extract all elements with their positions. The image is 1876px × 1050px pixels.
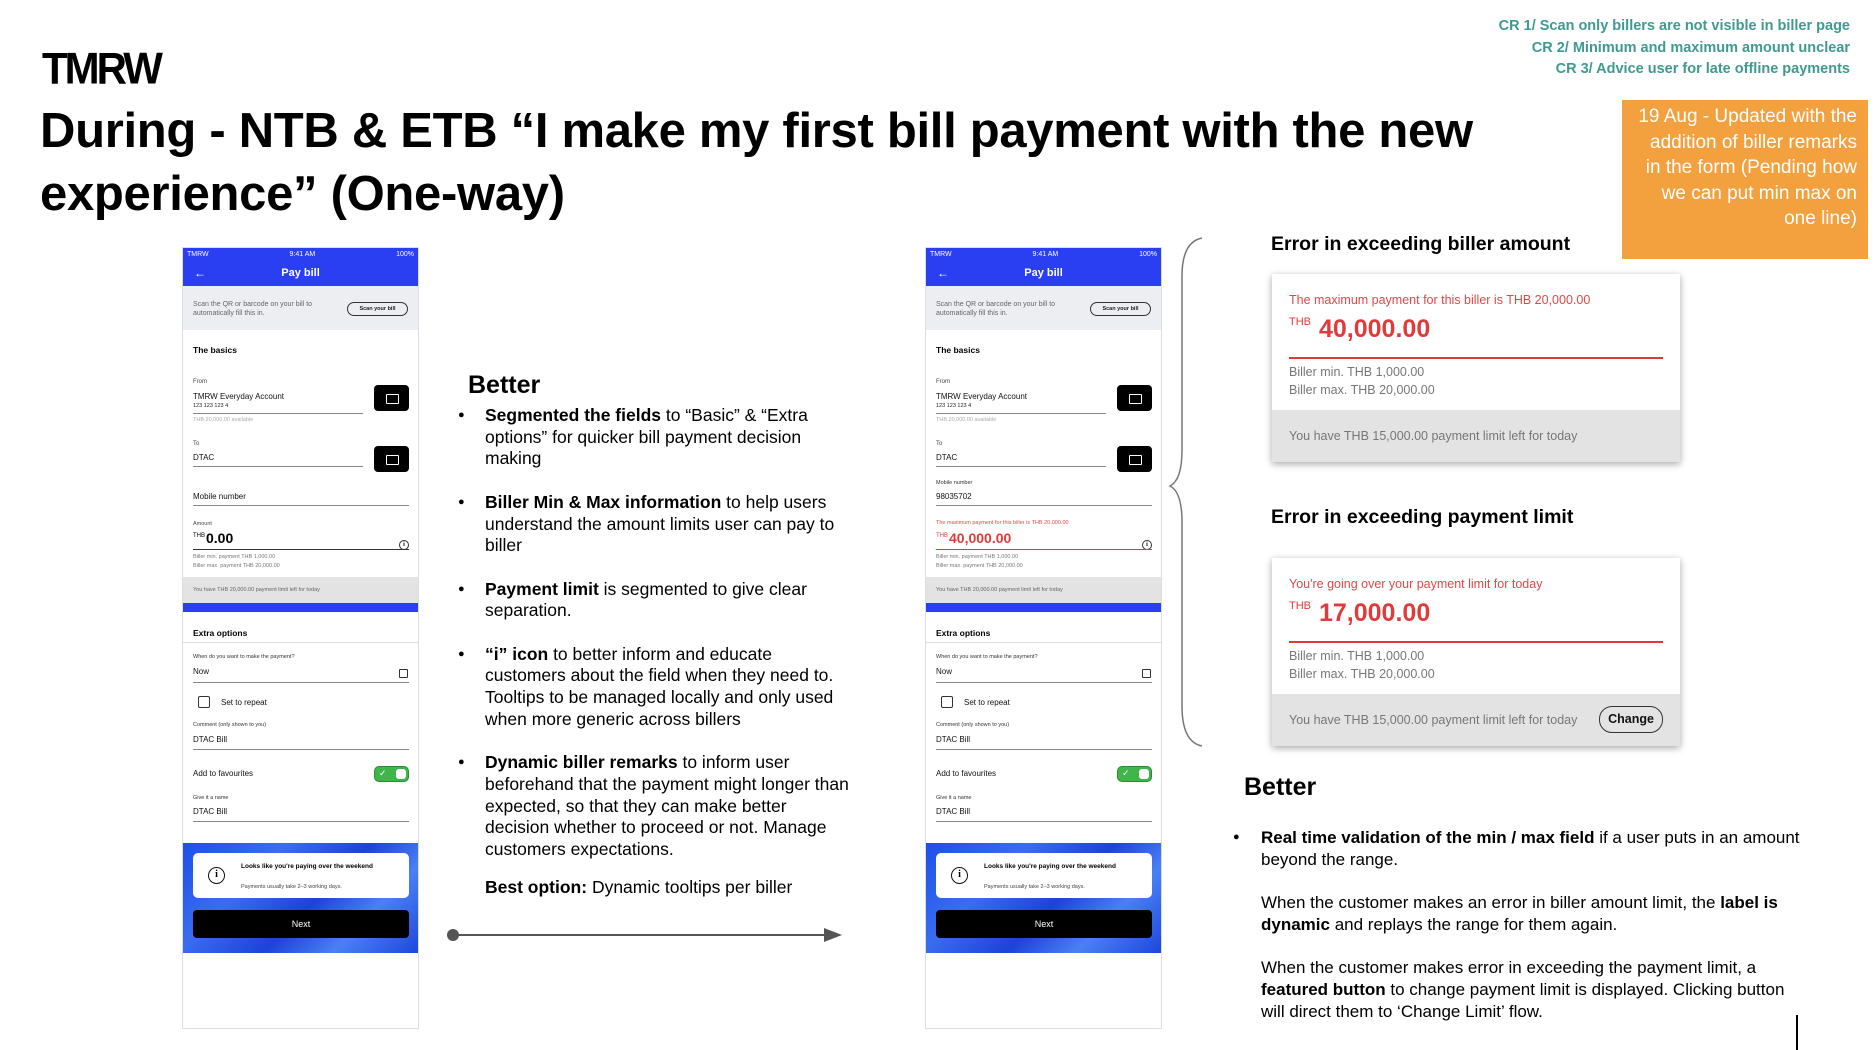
header-title: Pay bill — [1024, 267, 1063, 279]
calendar-icon[interactable] — [1142, 669, 1151, 678]
mobile-number-field[interactable]: Mobile number — [193, 492, 246, 501]
bullet-text: is segmented to give clear separation. — [485, 578, 807, 621]
phone-mockup-default — [182, 247, 419, 1029]
amount-input[interactable] — [193, 531, 233, 545]
divider — [183, 642, 418, 643]
error2-heading: Error in exceeding payment limit — [1271, 506, 1574, 528]
flow-arrow — [440, 925, 850, 945]
page-title: During - NTB & ETB “I make my first bill payment with the new experience” (One-way) — [40, 104, 1473, 221]
paragraph — [1261, 957, 1801, 1022]
header-title: Pay bill — [281, 267, 320, 279]
logo-text: TMRW — [42, 43, 160, 94]
list-item — [458, 492, 850, 557]
divider — [193, 749, 409, 750]
biller-max: Biller max. THB 20,000.00 — [1289, 383, 1435, 397]
error-underline — [1289, 357, 1663, 359]
alert-body: Payments usually take 2–3 working days. — [984, 884, 1085, 890]
footer — [926, 843, 1161, 953]
repeat-checkbox[interactable] — [941, 696, 953, 708]
cr-notes — [1499, 16, 1850, 81]
cr-note: CR 2/ Minimum and maximum amount unclear — [1531, 39, 1850, 56]
currency: THB — [193, 533, 205, 539]
comment-value[interactable]: DTAC Bill — [193, 735, 228, 744]
favourites-toggle[interactable] — [1117, 766, 1152, 782]
available-balance: THB 20,000.00 available — [936, 417, 997, 423]
error-card-biller-amount — [1272, 274, 1680, 462]
currency: THB — [1289, 316, 1311, 328]
mobile-value[interactable]: 98035702 — [936, 492, 972, 501]
to-value[interactable]: DTAC — [193, 453, 215, 462]
paragraph — [1261, 892, 1801, 935]
tmrw-logo — [42, 43, 160, 94]
error-underline — [936, 549, 1152, 550]
favourites-toggle[interactable] — [374, 766, 409, 782]
divider — [193, 413, 363, 414]
bullet-bold: Segmented the fields — [485, 405, 662, 425]
basics-heading: The basics — [193, 345, 237, 355]
from-value[interactable]: TMRW Everyday Account — [936, 392, 1027, 401]
scan-banner — [183, 286, 418, 330]
better-heading-right: Better — [1244, 773, 1317, 801]
best-option-bold: Best option: — [485, 877, 588, 897]
divider — [936, 682, 1152, 683]
name-value[interactable]: DTAC Bill — [936, 807, 971, 816]
para-text: When the customer makes an error in biller amount limit, the — [1261, 893, 1721, 913]
to-label: To — [193, 441, 200, 447]
comment-value[interactable]: DTAC Bill — [936, 735, 971, 744]
text-cursor — [1796, 1015, 1798, 1050]
to-value[interactable]: DTAC — [936, 453, 958, 462]
divider — [936, 505, 1152, 506]
bullet-bold: “i” icon — [485, 643, 549, 664]
payment-limit-bar: You have THB 20,000.00 payment limit left for today — [926, 577, 1161, 603]
comment-label: Comment (only shown to you) — [193, 722, 267, 728]
status-bar — [183, 248, 418, 262]
biller-min: Biller min. THB 1,000.00 — [1289, 365, 1425, 379]
divider — [936, 413, 1106, 414]
scan-text: Scan the QR or barcode on your bill to automatically fill this in. — [193, 301, 313, 317]
bullet-bold: Dynamic biller remarks — [485, 752, 678, 773]
next-button[interactable]: Next — [193, 910, 409, 938]
form-body — [183, 330, 418, 928]
bullet-icon: ● — [1233, 831, 1240, 843]
payment-limit-bar: You have THB 15,000.00 payment limit left for today — [1272, 694, 1680, 746]
payment-limit-bar: You have THB 15,000.00 payment limit left for today — [1272, 410, 1680, 462]
back-arrow-icon[interactable]: ← — [194, 266, 206, 280]
extra-options-heading: Extra options — [193, 628, 248, 638]
weekend-alert — [936, 853, 1152, 898]
alert-title: Looks like you're paying over the weekend — [984, 863, 1116, 870]
info-circle-icon: i — [951, 867, 968, 884]
from-value[interactable]: TMRW Everyday Account — [193, 392, 284, 401]
biller-max: Biller max. payment THB 20,000.00 — [936, 563, 1023, 569]
name-label: Give it a name — [193, 795, 229, 801]
error-message: You're going over your payment limit for today — [1289, 577, 1543, 591]
para-text: if a user puts in an amount beyond the range. — [1261, 828, 1800, 869]
error-underline — [1289, 641, 1663, 643]
info-icon[interactable]: i — [1142, 540, 1152, 550]
status-time: 9:41 AM — [1032, 251, 1059, 258]
bullet-text: to inform user beforehand that the payment might longer than expected, so that they can make better decision whether to proceed or not. Manage customers expectations. — [485, 752, 849, 859]
para-bold: label is dynamic — [1261, 893, 1778, 934]
error1-heading: Error in exceeding biller amount — [1271, 233, 1571, 255]
better-list — [458, 405, 850, 882]
para-text: When the customer makes error in exceeding the payment limit, a — [1261, 958, 1757, 978]
amount-error-message: The maximum payment for this biller is THB 20,000.00 — [936, 520, 1069, 526]
list-item — [458, 405, 850, 470]
alert-title: Looks like you're paying over the weekend — [241, 863, 373, 870]
amount-value[interactable]: 40,000.00 — [1319, 315, 1431, 343]
biller-picker-icon[interactable] — [1117, 446, 1152, 472]
biller-min: Biller min. payment THB 1,000.00 — [193, 554, 276, 560]
repeat-checkbox[interactable] — [198, 696, 210, 708]
favourites-label: Add to favourites — [193, 769, 254, 778]
next-button[interactable]: Next — [936, 910, 1152, 938]
bullet-text: to “Basic” & “Extra options” for quicker bill payment decision making — [485, 405, 808, 469]
calendar-icon[interactable] — [399, 669, 408, 678]
biller-max: Biller max. THB 20,000.00 — [1289, 667, 1435, 681]
repeat-label: Set to repeat — [964, 698, 1010, 707]
scan-banner — [926, 286, 1161, 330]
list-item — [458, 752, 850, 861]
info-icon[interactable]: i — [399, 540, 409, 550]
divider — [193, 682, 409, 683]
alert-body: Payments usually take 2–3 working days. — [241, 884, 342, 890]
phone-mockup-error — [925, 247, 1162, 1029]
when-label: When do you want to make the payment? — [193, 654, 295, 660]
scan-bill-button[interactable]: Scan your bill — [347, 302, 408, 316]
name-value[interactable]: DTAC Bill — [193, 807, 228, 816]
best-option-text: Dynamic tooltips per biller — [587, 877, 793, 897]
para-text: and replays the range for them again. — [1329, 914, 1618, 934]
footer — [183, 843, 418, 953]
status-battery: 100% — [1139, 251, 1157, 258]
section-divider — [926, 603, 1161, 612]
cr-note: CR 1/ Scan only billers are not visible in biller page — [1498, 18, 1850, 34]
divider — [936, 749, 1152, 750]
back-arrow-icon[interactable]: ← — [937, 266, 949, 280]
status-battery: 100% — [396, 251, 414, 258]
para-bold: featured button — [1261, 979, 1386, 999]
info-circle-icon: i — [208, 867, 225, 884]
when-label: When do you want to make the payment? — [936, 654, 1038, 660]
bullet-text: to better inform and educate customers about the field when they need to. Tooltips to be managed locally and only used when more generic across billers — [485, 643, 834, 729]
cr-note: CR 3/ Advice user for late offline payments — [1555, 61, 1850, 77]
divider — [193, 466, 363, 467]
currency: THB — [1289, 600, 1311, 612]
error-message: The maximum payment for this biller is THB 20,000.00 — [1289, 293, 1591, 307]
mobile-label: Mobile number — [936, 480, 973, 486]
update-note: 19 Aug - Updated with the addition of biller remarks in the form (Pending how we can put min max on one line) — [1622, 100, 1868, 259]
scan-bill-button[interactable]: Scan your bill — [1090, 302, 1151, 316]
change-limit-button[interactable]: Change — [1599, 706, 1663, 733]
biller-min: Biller min. THB 1,000.00 — [1289, 649, 1425, 663]
bullet-bold: Biller Min & Max information — [485, 491, 722, 512]
status-carrier: TMRW — [187, 251, 209, 258]
best-option — [485, 879, 792, 897]
better-heading: Better — [468, 371, 541, 399]
app-header — [926, 262, 1161, 286]
account-picker-icon[interactable] — [1117, 385, 1152, 411]
extra-options-heading: Extra options — [936, 628, 991, 638]
when-value[interactable]: Now — [936, 667, 953, 676]
from-account-number: 123 123 123 4 — [936, 403, 972, 409]
paragraph — [1261, 827, 1801, 870]
currency: THB — [936, 533, 948, 539]
when-value[interactable]: Now — [193, 667, 210, 676]
app-header — [183, 262, 418, 286]
scan-text: Scan the QR or barcode on your bill to automatically fill this in. — [936, 301, 1056, 317]
biller-max: Biller max. payment THB 20,000.00 — [193, 563, 280, 569]
divider — [936, 466, 1106, 467]
biller-picker-icon[interactable] — [374, 446, 409, 472]
amount-value: 40,000.00 — [949, 530, 1012, 546]
name-label: Give it a name — [936, 795, 972, 801]
divider — [193, 505, 409, 506]
account-picker-icon[interactable] — [374, 385, 409, 411]
divider — [926, 642, 1161, 643]
weekend-alert — [193, 853, 409, 898]
to-label: To — [936, 441, 943, 447]
divider — [193, 549, 409, 550]
status-time: 9:41 AM — [289, 251, 316, 258]
list-item — [458, 579, 850, 622]
from-label: From — [936, 379, 950, 385]
list-item — [458, 644, 850, 731]
from-account-number: 123 123 123 4 — [193, 403, 229, 409]
status-carrier: TMRW — [930, 251, 952, 258]
status-bar — [926, 248, 1161, 262]
payment-limit-bar: You have THB 20,000.00 payment limit left for today — [183, 577, 418, 603]
amount-label: Amount — [193, 521, 212, 527]
from-label: From — [193, 379, 207, 385]
better-right-text — [1261, 827, 1801, 1022]
amount-value[interactable]: 17,000.00 — [1319, 599, 1431, 627]
favourites-label: Add to favourites — [936, 769, 997, 778]
divider — [936, 821, 1152, 822]
error-card-payment-limit — [1272, 558, 1680, 746]
amount-value: 0.00 — [206, 530, 234, 546]
curly-brace — [1168, 236, 1206, 748]
section-divider — [183, 603, 418, 612]
biller-min: Biller min. payment THB 1,000.00 — [936, 554, 1019, 560]
basics-heading: The basics — [936, 345, 980, 355]
divider — [193, 821, 409, 822]
available-balance: THB 20,000.00 available — [193, 417, 254, 423]
para-bold: Real time validation of the min / max field — [1261, 828, 1595, 847]
bullet-bold: Payment limit — [485, 578, 599, 599]
amount-input[interactable] — [936, 531, 1011, 545]
para-text: to change payment limit is displayed. Clicking button will direct them to ‘Change Limit’ flow. — [1261, 979, 1785, 1021]
form-body — [926, 330, 1161, 928]
repeat-label: Set to repeat — [221, 698, 267, 707]
comment-label: Comment (only shown to you) — [936, 722, 1010, 728]
bullet-text: to help users understand the amount limits user can pay to biller — [485, 491, 835, 556]
